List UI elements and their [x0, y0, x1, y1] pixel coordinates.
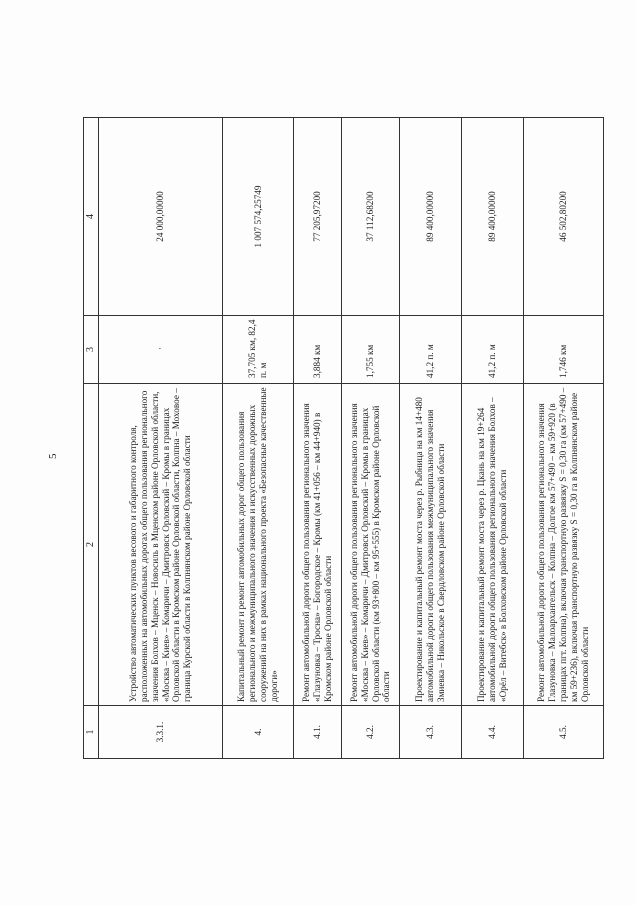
column-header-4: 4: [84, 118, 99, 316]
item-quantity: 37,705 км, 82,4 п. м: [223, 316, 294, 384]
item-amount: 77 205,97200: [294, 118, 342, 316]
item-quantity: 1,746 км: [524, 316, 604, 384]
item-quantity: 1,755 км: [342, 316, 400, 384]
item-quantity: 41,2 п. м: [462, 316, 524, 384]
item-description: Ремонт автомобильной дороги общего пользования регионального значения «Глазуновка – Тросна» – Богородское – Кромы (км 41+056 – км 44+940) в Кромском районе Орловской области: [294, 384, 342, 706]
item-number: 4.4.: [462, 706, 524, 759]
item-number: 4.1.: [294, 706, 342, 759]
item-amount: 1 007 574,25749: [223, 118, 294, 316]
column-header-1: 1: [84, 706, 99, 759]
item-description: Ремонт автомобильной дороги общего пользования регионального значения Глазуновка – Малоархангельск – Колпна – Долгое км 57+490 – км 59+920 (в границах пгт. Колпна), включая транспортную развязку S = 0,30 га (км 57+490 – км 59+236), включая транспортную развязку S = 0,30 га в Колпнянском районе Орловской области: [524, 384, 604, 706]
item-description: Проектирование и капитальный ремонт моста через р. Цкань на км 19+264 автомобильной дороги общего пользования регионального значения Болхов – «Орёл – Витебск» в Болховском районе Орловской области: [462, 384, 524, 706]
item-quantity: ·: [99, 316, 223, 384]
table-row: [294, 118, 342, 759]
item-amount: 24 000,00000: [99, 118, 223, 316]
item-description: Капитальный ремонт и ремонт автомобильных дорог общего пользования регионального и межмуниципального значения и искусственных дорожных сооружений на них в рамках национального проекта «Безопасные качественные дороги»: [223, 384, 294, 706]
item-amount: 89 400,00000: [462, 118, 524, 316]
page-number: 5: [47, 453, 59, 459]
item-amount: 89 400,00000: [400, 118, 462, 316]
table-row: [524, 118, 604, 759]
item-description: Проектирование и капитальный ремонт моста через р. Рыбница на км 14+480 автомобильной дороги общего пользования межмуниципального значения Змиевка – Никольское в Свердловском районе Орловской области: [400, 384, 462, 706]
item-quantity: 41,2 п. м: [400, 316, 462, 384]
item-number: 4.: [223, 706, 294, 759]
table-row: [99, 118, 223, 759]
table-row: [223, 118, 294, 759]
column-header-2: 2: [84, 384, 99, 706]
item-description: Ремонт автомобильной дороги общего пользования регионального значения «Москва – Киев» – Комаричи – Дмитровск Орловский – Кромы в границах Орловской области (км 93+800 – км 95+555) в Кромском районе Орловской области: [342, 384, 400, 706]
item-number: 4.2.: [342, 706, 400, 759]
table-row: [342, 118, 400, 759]
item-number: 4.3.: [400, 706, 462, 759]
item-quantity: 3,884 км: [294, 316, 342, 384]
item-number: 3.3.1.: [99, 706, 223, 759]
budget-table: [83, 117, 604, 759]
item-number: 4.5.: [524, 706, 604, 759]
header-row: [84, 118, 99, 759]
item-amount: 46 502,80200: [524, 118, 604, 316]
table-row: [462, 118, 524, 759]
column-header-3: 3: [84, 316, 99, 384]
table-row: [400, 118, 462, 759]
item-amount: 37 112,68200: [342, 118, 400, 316]
item-description: Устройство автоматических пунктов весового и габаритного контроля, расположенных на автомобильных дорогах общего пользования регионального значения Болхов – Мценск – Новосиль в Мценском районе Орловской области, «Москва – Киев» – Комаричи – Дмитровск Орловский – Кромы в границах Орловской области в Кромском районе Орловской области, Колпна – Моховое – граница Курской области в Колпнянском районе Орловской области: [99, 384, 223, 706]
